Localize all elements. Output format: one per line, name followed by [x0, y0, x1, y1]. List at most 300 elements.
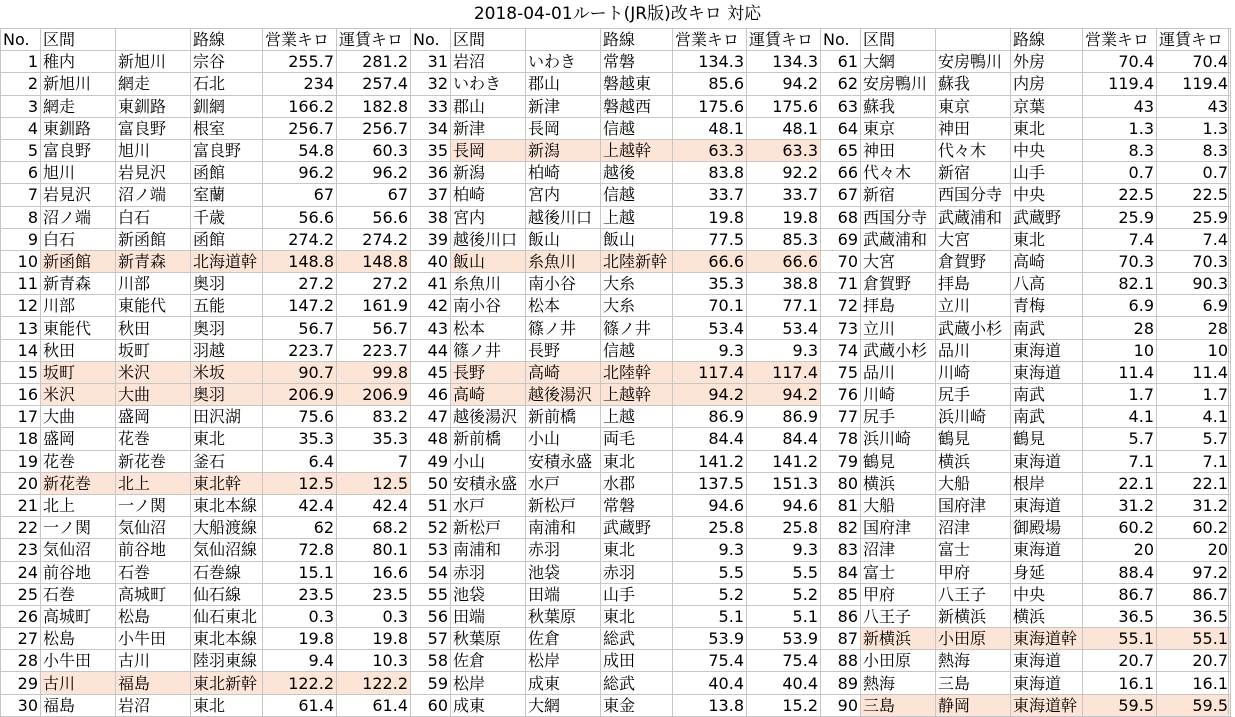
cell-unchin-km[interactable]: 85.3 [747, 228, 821, 250]
header-unchin-km[interactable]: 運賃キロ [1157, 29, 1231, 51]
cell-unchin-km[interactable]: 22.5 [1157, 184, 1231, 206]
cell-unchin-km[interactable]: 38.8 [747, 273, 821, 295]
cell-from[interactable]: 品川 [861, 361, 936, 383]
cell-no[interactable]: 60 [411, 694, 451, 716]
cell-to[interactable]: 武蔵浦和 [936, 206, 1011, 228]
cell-unchin-km[interactable]: 12.5 [337, 472, 411, 494]
cell-unchin-km[interactable]: 8.3 [1157, 139, 1231, 161]
cell-to[interactable]: 郡山 [526, 73, 601, 95]
cell-line[interactable]: 飯山 [601, 228, 673, 250]
cell-eigyo-km[interactable]: 9.4 [263, 650, 337, 672]
cell-to[interactable]: 高城町 [116, 583, 191, 605]
cell-to[interactable]: 蘇我 [936, 73, 1011, 95]
cell-from[interactable]: 沼ノ端 [41, 206, 116, 228]
cell-from[interactable]: 富良野 [41, 139, 116, 161]
cell-line[interactable]: 高崎 [1011, 250, 1083, 272]
cell-no[interactable]: 67 [821, 184, 861, 206]
cell-unchin-km[interactable]: 92.2 [747, 162, 821, 184]
cell-to[interactable]: 西国分寺 [936, 184, 1011, 206]
cell-to[interactable]: 尻手 [936, 384, 1011, 406]
cell-line[interactable]: 函館 [191, 162, 263, 184]
cell-line[interactable]: 東海道幹 [1011, 628, 1083, 650]
cell-unchin-km[interactable]: 56.6 [337, 206, 411, 228]
cell-eigyo-km[interactable]: 9.3 [673, 339, 747, 361]
cell-line[interactable]: 石巻線 [191, 561, 263, 583]
cell-from[interactable]: 福島 [41, 694, 116, 716]
cell-to[interactable]: 長岡 [526, 117, 601, 139]
cell-eigyo-km[interactable]: 147.2 [263, 295, 337, 317]
cell-eigyo-km[interactable]: 11.4 [1083, 361, 1157, 383]
cell-to[interactable]: 花巻 [116, 428, 191, 450]
cell-from[interactable]: 東京 [861, 117, 936, 139]
header-no[interactable]: No. [821, 29, 861, 51]
cell-unchin-km[interactable]: 5.7 [1157, 428, 1231, 450]
cell-no[interactable]: 35 [411, 139, 451, 161]
cell-from[interactable]: 横浜 [861, 472, 936, 494]
cell-no[interactable]: 58 [411, 650, 451, 672]
cell-line[interactable]: 中央 [1011, 139, 1083, 161]
cell-no[interactable]: 33 [411, 95, 451, 117]
cell-from[interactable]: 松本 [451, 317, 526, 339]
cell-eigyo-km[interactable]: 8.3 [1083, 139, 1157, 161]
cell-eigyo-km[interactable]: 85.6 [673, 73, 747, 95]
cell-to[interactable]: 新青森 [116, 250, 191, 272]
cell-no[interactable]: 5 [1, 139, 41, 161]
cell-to[interactable]: 赤羽 [526, 539, 601, 561]
cell-unchin-km[interactable]: 83.2 [337, 406, 411, 428]
cell-to[interactable]: 長野 [526, 339, 601, 361]
cell-unchin-km[interactable]: 27.2 [337, 273, 411, 295]
cell-to[interactable]: 安積永盛 [526, 450, 601, 472]
cell-eigyo-km[interactable]: 27.2 [263, 273, 337, 295]
cell-line[interactable]: 函館 [191, 228, 263, 250]
cell-no[interactable]: 62 [821, 73, 861, 95]
cell-to[interactable]: 大網 [526, 694, 601, 716]
cell-from[interactable]: 浜川崎 [861, 428, 936, 450]
cell-to[interactable]: 熱海 [936, 650, 1011, 672]
cell-from[interactable]: 小牛田 [41, 650, 116, 672]
cell-from[interactable]: 鶴見 [861, 450, 936, 472]
cell-to[interactable]: 新潟 [526, 139, 601, 161]
cell-to[interactable]: 福島 [116, 672, 191, 694]
cell-no[interactable]: 84 [821, 561, 861, 583]
cell-from[interactable]: 岩沼 [451, 51, 526, 73]
cell-from[interactable]: 越後湯沢 [451, 406, 526, 428]
cell-line[interactable]: 奥羽 [191, 317, 263, 339]
cell-line[interactable]: 釧網 [191, 95, 263, 117]
cell-to[interactable]: 白石 [116, 206, 191, 228]
cell-unchin-km[interactable]: 99.8 [337, 361, 411, 383]
cell-eigyo-km[interactable]: 4.1 [1083, 406, 1157, 428]
cell-to[interactable]: 新函館 [116, 228, 191, 250]
cell-eigyo-km[interactable]: 75.6 [263, 406, 337, 428]
cell-to[interactable]: 越後湯沢 [526, 384, 601, 406]
cell-unchin-km[interactable]: 19.8 [747, 206, 821, 228]
cell-no[interactable]: 10 [1, 250, 41, 272]
cell-unchin-km[interactable]: 223.7 [337, 339, 411, 361]
header-no[interactable]: No. [411, 29, 451, 51]
cell-eigyo-km[interactable]: 56.6 [263, 206, 337, 228]
cell-unchin-km[interactable]: 148.8 [337, 250, 411, 272]
cell-no[interactable]: 53 [411, 539, 451, 561]
cell-eigyo-km[interactable]: 15.1 [263, 561, 337, 583]
cell-line[interactable]: 田沢湖 [191, 406, 263, 428]
cell-from[interactable]: 武蔵浦和 [861, 228, 936, 250]
cell-eigyo-km[interactable]: 23.5 [263, 583, 337, 605]
cell-from[interactable]: 白石 [41, 228, 116, 250]
cell-from[interactable]: 秋葉原 [451, 628, 526, 650]
cell-unchin-km[interactable]: 68.2 [337, 517, 411, 539]
cell-to[interactable]: 越後川口 [526, 206, 601, 228]
cell-line[interactable]: 東北新幹 [191, 672, 263, 694]
cell-to[interactable]: 気仙沼 [116, 517, 191, 539]
cell-no[interactable]: 47 [411, 406, 451, 428]
cell-unchin-km[interactable]: 55.1 [1157, 628, 1231, 650]
cell-line[interactable]: 青梅 [1011, 295, 1083, 317]
cell-from[interactable]: 松岸 [451, 672, 526, 694]
cell-line[interactable]: 東北本線 [191, 628, 263, 650]
cell-from[interactable]: 大宮 [861, 250, 936, 272]
cell-eigyo-km[interactable]: 42.4 [263, 494, 337, 516]
cell-no[interactable]: 20 [1, 472, 41, 494]
cell-line[interactable]: 富良野 [191, 139, 263, 161]
cell-line[interactable]: 大船渡線 [191, 517, 263, 539]
cell-from[interactable]: 田端 [451, 605, 526, 627]
cell-unchin-km[interactable]: 96.2 [337, 162, 411, 184]
cell-eigyo-km[interactable]: 22.1 [1083, 472, 1157, 494]
cell-no[interactable]: 55 [411, 583, 451, 605]
cell-to[interactable]: いわき [526, 51, 601, 73]
cell-no[interactable]: 21 [1, 494, 41, 516]
cell-to[interactable]: 佐倉 [526, 628, 601, 650]
cell-eigyo-km[interactable]: 48.1 [673, 117, 747, 139]
cell-line[interactable]: 成田 [601, 650, 673, 672]
cell-unchin-km[interactable]: 9.3 [747, 539, 821, 561]
cell-no[interactable]: 8 [1, 206, 41, 228]
cell-no[interactable]: 89 [821, 672, 861, 694]
cell-unchin-km[interactable]: 97.2 [1157, 561, 1231, 583]
cell-line[interactable]: 気仙沼線 [191, 539, 263, 561]
cell-no[interactable]: 61 [821, 51, 861, 73]
cell-no[interactable]: 39 [411, 228, 451, 250]
cell-eigyo-km[interactable]: 59.5 [1083, 694, 1157, 716]
header-unchin-km[interactable]: 運賃キロ [337, 29, 411, 51]
cell-unchin-km[interactable]: 66.6 [747, 250, 821, 272]
cell-no[interactable]: 38 [411, 206, 451, 228]
cell-no[interactable]: 40 [411, 250, 451, 272]
cell-unchin-km[interactable]: 5.2 [747, 583, 821, 605]
cell-from[interactable]: 新宿 [861, 184, 936, 206]
cell-line[interactable]: 東北 [601, 450, 673, 472]
cell-to[interactable]: 盛岡 [116, 406, 191, 428]
cell-to[interactable]: 新前橋 [526, 406, 601, 428]
cell-line[interactable]: 米坂 [191, 361, 263, 383]
cell-line[interactable]: 東北 [1011, 117, 1083, 139]
cell-line[interactable]: 信越 [601, 339, 673, 361]
cell-line[interactable]: 東海道 [1011, 539, 1083, 561]
cell-no[interactable]: 32 [411, 73, 451, 95]
cell-unchin-km[interactable]: 28 [1157, 317, 1231, 339]
cell-line[interactable]: 奥羽 [191, 384, 263, 406]
cell-from[interactable]: 神田 [861, 139, 936, 161]
cell-line[interactable]: 陸羽東線 [191, 650, 263, 672]
cell-to[interactable]: 川部 [116, 273, 191, 295]
cell-line[interactable]: 石北 [191, 73, 263, 95]
cell-eigyo-km[interactable]: 117.4 [673, 361, 747, 383]
cell-eigyo-km[interactable]: 148.8 [263, 250, 337, 272]
cell-unchin-km[interactable]: 33.7 [747, 184, 821, 206]
cell-to[interactable]: 品川 [936, 339, 1011, 361]
cell-line[interactable]: 根岸 [1011, 472, 1083, 494]
cell-unchin-km[interactable]: 23.5 [337, 583, 411, 605]
cell-eigyo-km[interactable]: 35.3 [673, 273, 747, 295]
cell-unchin-km[interactable]: 86.7 [1157, 583, 1231, 605]
cell-eigyo-km[interactable]: 35.3 [263, 428, 337, 450]
cell-eigyo-km[interactable]: 206.9 [263, 384, 337, 406]
cell-line[interactable]: 横浜 [1011, 605, 1083, 627]
cell-eigyo-km[interactable]: 86.9 [673, 406, 747, 428]
cell-from[interactable]: 東能代 [41, 317, 116, 339]
cell-unchin-km[interactable]: 175.6 [747, 95, 821, 117]
cell-no[interactable]: 81 [821, 494, 861, 516]
cell-to[interactable]: 富士 [936, 539, 1011, 561]
cell-line[interactable]: 釜石 [191, 450, 263, 472]
cell-no[interactable]: 9 [1, 228, 41, 250]
cell-no[interactable]: 50 [411, 472, 451, 494]
cell-line[interactable]: 越後 [601, 162, 673, 184]
cell-from[interactable]: 新松戸 [451, 517, 526, 539]
cell-from[interactable]: 南小谷 [451, 295, 526, 317]
cell-no[interactable]: 18 [1, 428, 41, 450]
cell-from[interactable]: 米沢 [41, 384, 116, 406]
cell-from[interactable]: 網走 [41, 95, 116, 117]
cell-no[interactable]: 65 [821, 139, 861, 161]
cell-to[interactable]: 三島 [936, 672, 1011, 694]
cell-no[interactable]: 12 [1, 295, 41, 317]
cell-eigyo-km[interactable]: 6.4 [263, 450, 337, 472]
cell-no[interactable]: 28 [1, 650, 41, 672]
cell-to[interactable]: 旭川 [116, 139, 191, 161]
cell-eigyo-km[interactable]: 19.8 [673, 206, 747, 228]
cell-line[interactable]: 南武 [1011, 384, 1083, 406]
cell-to[interactable]: 宮内 [526, 184, 601, 206]
cell-no[interactable]: 37 [411, 184, 451, 206]
cell-to[interactable]: 南浦和 [526, 517, 601, 539]
cell-no[interactable]: 22 [1, 517, 41, 539]
cell-eigyo-km[interactable]: 88.4 [1083, 561, 1157, 583]
cell-line[interactable]: 常磐 [601, 51, 673, 73]
cell-line[interactable]: 赤羽 [601, 561, 673, 583]
cell-from[interactable]: 国府津 [861, 517, 936, 539]
cell-unchin-km[interactable]: 63.3 [747, 139, 821, 161]
cell-line[interactable]: 東海道 [1011, 450, 1083, 472]
cell-no[interactable]: 30 [1, 694, 41, 716]
cell-from[interactable]: 稚内 [41, 51, 116, 73]
cell-eigyo-km[interactable]: 1.7 [1083, 384, 1157, 406]
cell-to[interactable]: 武蔵小杉 [936, 317, 1011, 339]
cell-eigyo-km[interactable]: 83.8 [673, 162, 747, 184]
cell-line[interactable]: 東北本線 [191, 494, 263, 516]
cell-unchin-km[interactable]: 281.2 [337, 51, 411, 73]
cell-eigyo-km[interactable]: 75.4 [673, 650, 747, 672]
cell-line[interactable]: 奥羽 [191, 273, 263, 295]
cell-no[interactable]: 23 [1, 539, 41, 561]
cell-no[interactable]: 90 [821, 694, 861, 716]
cell-line[interactable]: 東北 [1011, 228, 1083, 250]
cell-unchin-km[interactable]: 77.1 [747, 295, 821, 317]
cell-from[interactable]: 小田原 [861, 650, 936, 672]
cell-line[interactable]: 上越 [601, 206, 673, 228]
cell-unchin-km[interactable]: 151.3 [747, 472, 821, 494]
cell-no[interactable]: 57 [411, 628, 451, 650]
cell-line[interactable]: 東北 [601, 539, 673, 561]
cell-no[interactable]: 48 [411, 428, 451, 450]
cell-no[interactable]: 6 [1, 162, 41, 184]
cell-to[interactable]: 水戸 [526, 472, 601, 494]
cell-to[interactable]: 柏崎 [526, 162, 601, 184]
cell-to[interactable]: 鶴見 [936, 428, 1011, 450]
cell-line[interactable]: 武蔵野 [601, 517, 673, 539]
cell-from[interactable]: 水戸 [451, 494, 526, 516]
cell-eigyo-km[interactable]: 72.8 [263, 539, 337, 561]
cell-to[interactable]: 拝島 [936, 273, 1011, 295]
cell-unchin-km[interactable]: 1.7 [1157, 384, 1231, 406]
cell-unchin-km[interactable]: 60.3 [337, 139, 411, 161]
cell-eigyo-km[interactable]: 256.7 [263, 117, 337, 139]
cell-line[interactable]: 東北 [191, 428, 263, 450]
cell-no[interactable]: 82 [821, 517, 861, 539]
cell-unchin-km[interactable]: 53.9 [747, 628, 821, 650]
cell-to[interactable]: 新横浜 [936, 605, 1011, 627]
cell-to[interactable]: 松島 [116, 605, 191, 627]
cell-eigyo-km[interactable]: 66.6 [673, 250, 747, 272]
cell-no[interactable]: 1 [1, 51, 41, 73]
cell-unchin-km[interactable]: 70.3 [1157, 250, 1231, 272]
cell-no[interactable]: 73 [821, 317, 861, 339]
cell-unchin-km[interactable]: 56.7 [337, 317, 411, 339]
cell-unchin-km[interactable]: 59.5 [1157, 694, 1231, 716]
cell-line[interactable]: 東海道 [1011, 494, 1083, 516]
cell-to[interactable]: 横浜 [936, 450, 1011, 472]
cell-from[interactable]: 一ノ関 [41, 517, 116, 539]
cell-from[interactable]: 古川 [41, 672, 116, 694]
cell-eigyo-km[interactable]: 5.1 [673, 605, 747, 627]
cell-from[interactable]: 松島 [41, 628, 116, 650]
cell-eigyo-km[interactable]: 96.2 [263, 162, 337, 184]
cell-line[interactable]: 根室 [191, 117, 263, 139]
cell-unchin-km[interactable]: 15.2 [747, 694, 821, 716]
cell-line[interactable]: 上越幹 [601, 384, 673, 406]
cell-no[interactable]: 36 [411, 162, 451, 184]
cell-to[interactable]: 大曲 [116, 384, 191, 406]
cell-from[interactable]: 花巻 [41, 450, 116, 472]
cell-from[interactable]: 岩見沢 [41, 184, 116, 206]
cell-from[interactable]: 成東 [451, 694, 526, 716]
cell-from[interactable]: 高城町 [41, 605, 116, 627]
cell-to[interactable]: 東釧路 [116, 95, 191, 117]
cell-unchin-km[interactable]: 19.8 [337, 628, 411, 650]
cell-from[interactable]: 長岡 [451, 139, 526, 161]
cell-line[interactable]: 鶴見 [1011, 428, 1083, 450]
cell-line[interactable]: 東海道 [1011, 361, 1083, 383]
cell-unchin-km[interactable]: 7.4 [1157, 228, 1231, 250]
cell-to[interactable]: 古川 [116, 650, 191, 672]
cell-eigyo-km[interactable]: 70.4 [1083, 51, 1157, 73]
cell-eigyo-km[interactable]: 141.2 [673, 450, 747, 472]
cell-unchin-km[interactable]: 35.3 [337, 428, 411, 450]
cell-line[interactable]: 総武 [601, 628, 673, 650]
cell-unchin-km[interactable]: 80.1 [337, 539, 411, 561]
cell-to[interactable]: 新花巻 [116, 450, 191, 472]
header-eigyo-km[interactable]: 営業キロ [263, 29, 337, 51]
cell-unchin-km[interactable]: 43 [1157, 95, 1231, 117]
cell-no[interactable]: 56 [411, 605, 451, 627]
cell-no[interactable]: 44 [411, 339, 451, 361]
cell-from[interactable]: 北上 [41, 494, 116, 516]
cell-unchin-km[interactable]: 182.8 [337, 95, 411, 117]
cell-no[interactable]: 87 [821, 628, 861, 650]
header-line[interactable]: 路線 [1011, 29, 1083, 51]
cell-eigyo-km[interactable]: 62 [263, 517, 337, 539]
cell-eigyo-km[interactable]: 43 [1083, 95, 1157, 117]
cell-unchin-km[interactable]: 161.9 [337, 295, 411, 317]
header-eigyo-km[interactable]: 営業キロ [1083, 29, 1157, 51]
cell-from[interactable]: 石巻 [41, 583, 116, 605]
cell-to[interactable]: 静岡 [936, 694, 1011, 716]
cell-to[interactable]: 東能代 [116, 295, 191, 317]
cell-unchin-km[interactable]: 20.7 [1157, 650, 1231, 672]
header-line[interactable]: 路線 [191, 29, 263, 51]
cell-unchin-km[interactable]: 10.3 [337, 650, 411, 672]
cell-eigyo-km[interactable]: 94.6 [673, 494, 747, 516]
cell-to[interactable]: 大船 [936, 472, 1011, 494]
cell-unchin-km[interactable]: 90.3 [1157, 273, 1231, 295]
cell-eigyo-km[interactable]: 28 [1083, 317, 1157, 339]
cell-line[interactable]: 東北 [601, 605, 673, 627]
cell-to[interactable]: 岩沼 [116, 694, 191, 716]
cell-no[interactable]: 83 [821, 539, 861, 561]
cell-unchin-km[interactable]: 9.3 [747, 339, 821, 361]
cell-from[interactable]: 尻手 [861, 406, 936, 428]
cell-to[interactable]: 飯山 [526, 228, 601, 250]
cell-line[interactable]: 身延 [1011, 561, 1083, 583]
cell-to[interactable]: 一ノ関 [116, 494, 191, 516]
cell-from[interactable]: 富士 [861, 561, 936, 583]
cell-no[interactable]: 75 [821, 361, 861, 383]
cell-no[interactable]: 13 [1, 317, 41, 339]
cell-unchin-km[interactable]: 94.6 [747, 494, 821, 516]
cell-from[interactable]: 甲府 [861, 583, 936, 605]
cell-unchin-km[interactable]: 94.2 [747, 384, 821, 406]
cell-from[interactable]: 熱海 [861, 672, 936, 694]
cell-eigyo-km[interactable]: 1.3 [1083, 117, 1157, 139]
header-unchin-km[interactable]: 運賃キロ [747, 29, 821, 51]
cell-unchin-km[interactable]: 86.9 [747, 406, 821, 428]
cell-from[interactable]: 飯山 [451, 250, 526, 272]
cell-unchin-km[interactable]: 122.2 [337, 672, 411, 694]
cell-no[interactable]: 7 [1, 184, 41, 206]
cell-from[interactable]: 大船 [861, 494, 936, 516]
cell-eigyo-km[interactable]: 137.5 [673, 472, 747, 494]
cell-from[interactable]: 武蔵小杉 [861, 339, 936, 361]
cell-unchin-km[interactable]: 6.9 [1157, 295, 1231, 317]
cell-to[interactable]: 神田 [936, 117, 1011, 139]
cell-from[interactable]: 糸魚川 [451, 273, 526, 295]
cell-to[interactable]: 松本 [526, 295, 601, 317]
cell-unchin-km[interactable]: 5.1 [747, 605, 821, 627]
cell-unchin-km[interactable]: 36.5 [1157, 605, 1231, 627]
cell-unchin-km[interactable]: 84.4 [747, 428, 821, 450]
